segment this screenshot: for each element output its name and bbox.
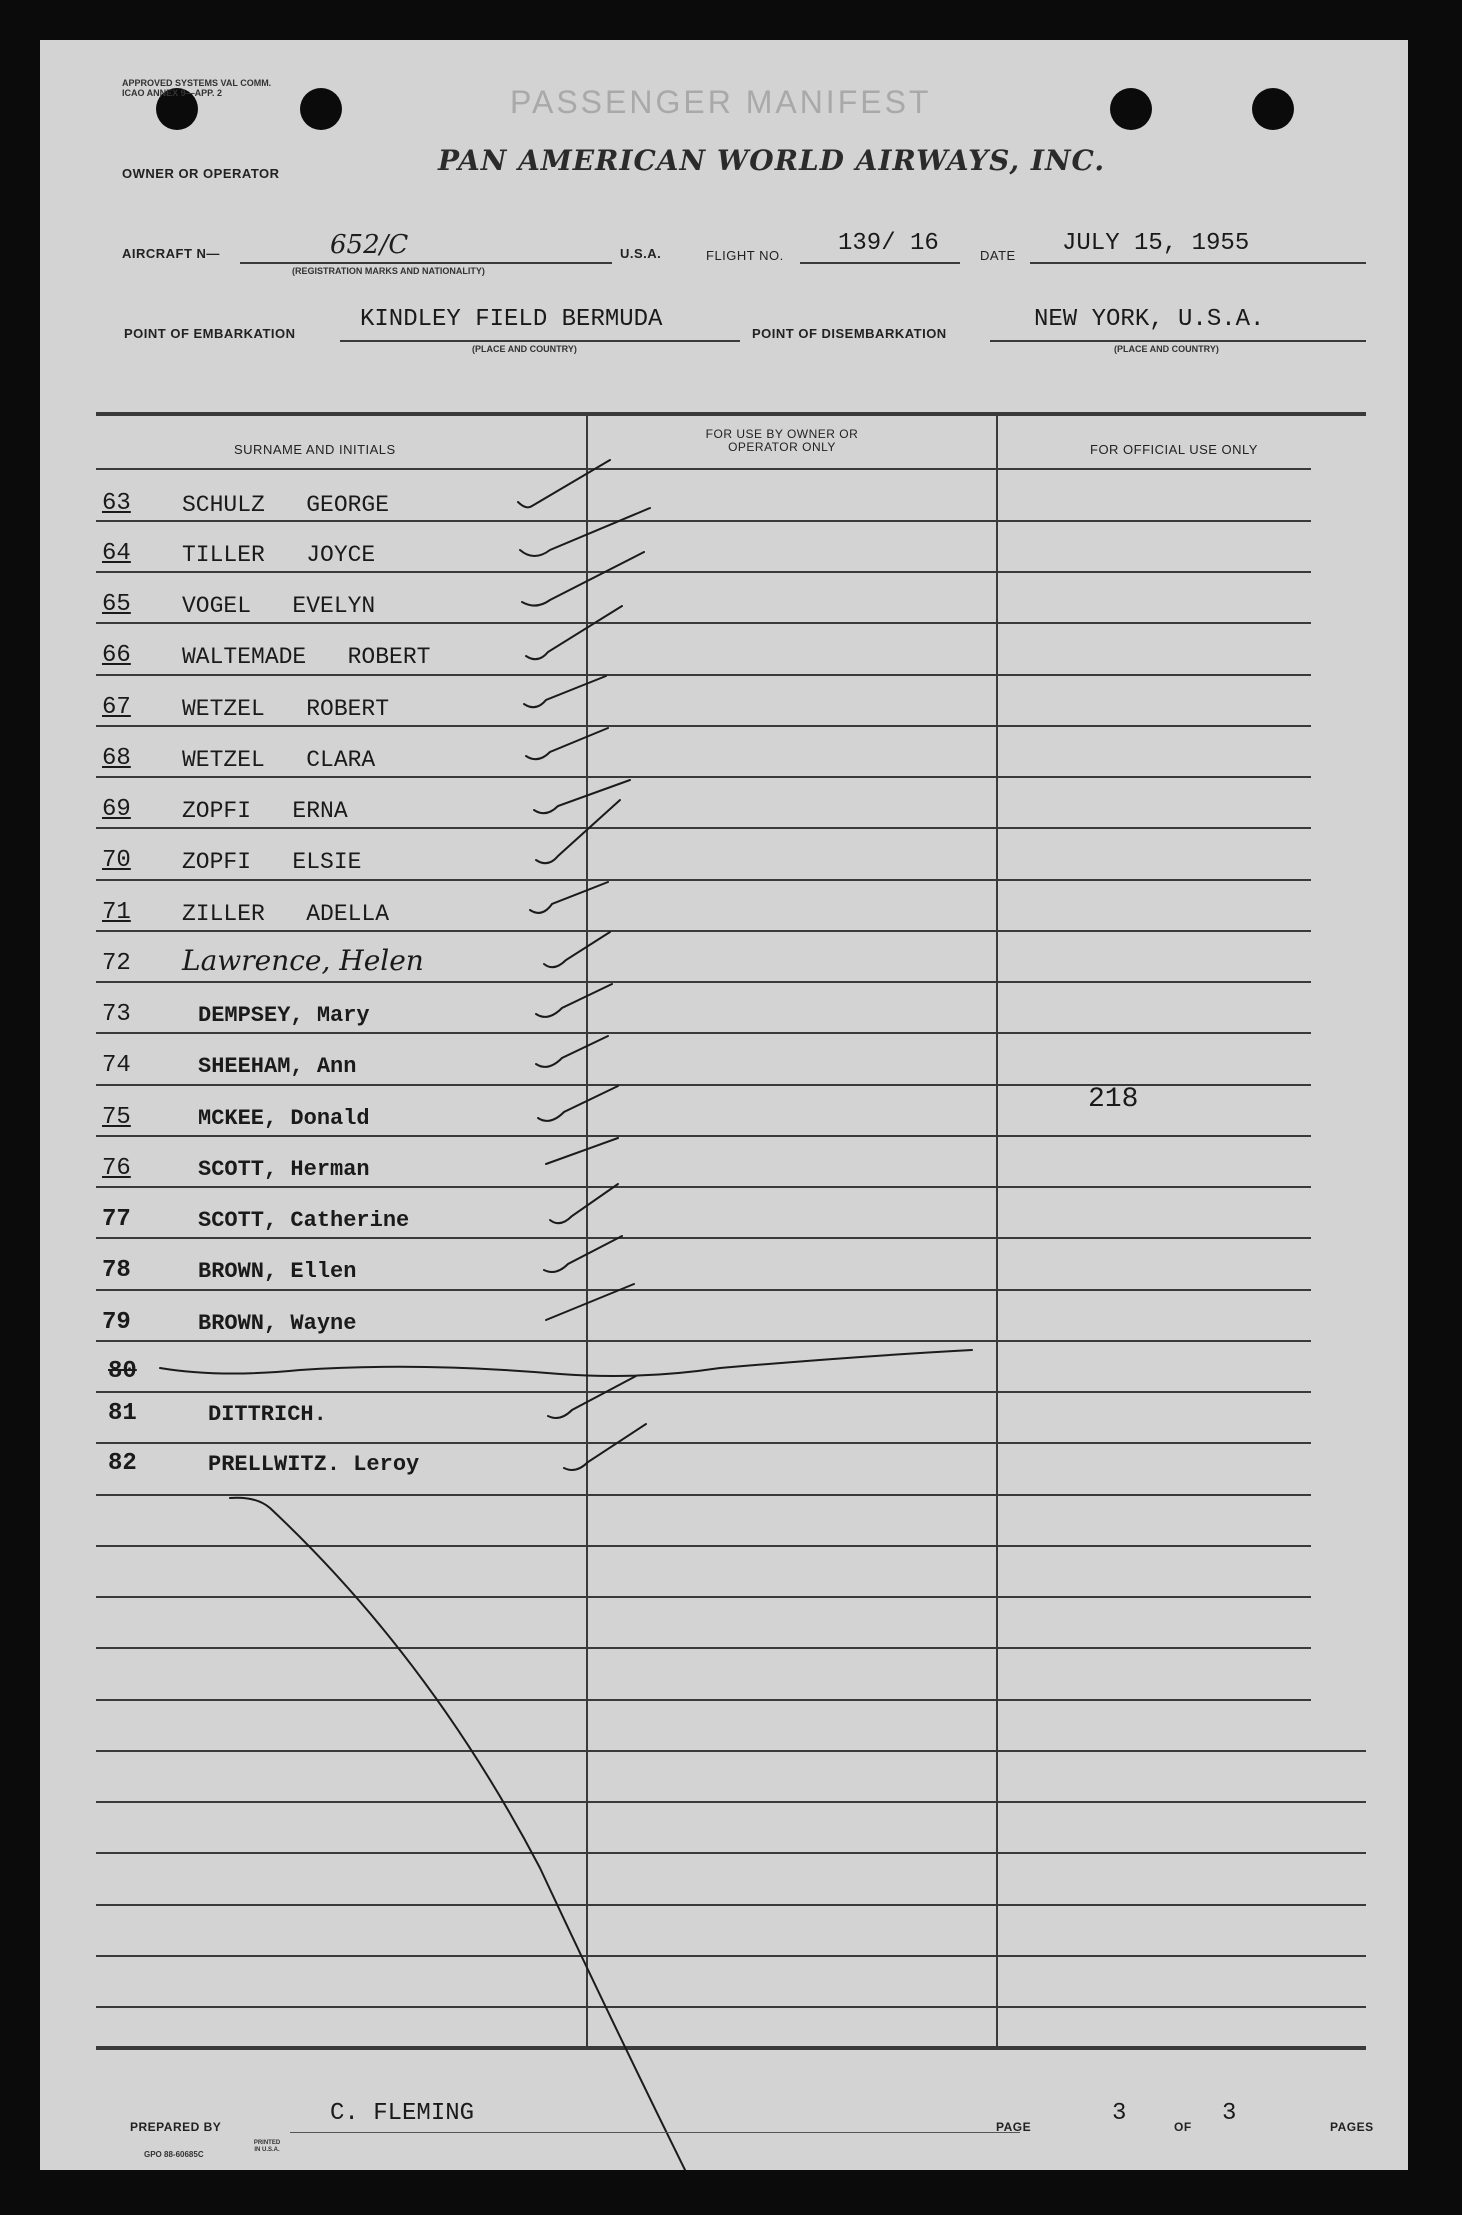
column-header-surname: SURNAME AND INITIALS: [234, 442, 396, 457]
check-mark: [564, 1424, 646, 1470]
row-number: 66: [102, 642, 131, 669]
row-number: 65: [102, 591, 131, 618]
row-number: 80: [108, 1358, 137, 1385]
disembarkation-label: POINT OF DISEMBARKATION: [752, 326, 947, 341]
row-number: 77: [102, 1206, 131, 1233]
check-mark: [530, 882, 608, 913]
page-value: 3: [1112, 2100, 1127, 2127]
row-number: 76: [102, 1155, 131, 1182]
row-number: 72: [102, 950, 131, 977]
row-number: 79: [102, 1309, 131, 1336]
passenger-name: SCOTT, Herman: [198, 1157, 370, 1182]
check-mark: [544, 1236, 622, 1272]
prepared-value: C. FLEMING: [330, 2100, 475, 2127]
place-caption: (PLACE AND COUNTRY): [472, 344, 577, 354]
embarkation-value: KINDLEY FIELD BERMUDA: [360, 306, 663, 333]
date-value: JULY 15, 1955: [1062, 230, 1250, 257]
passenger-name: SHEEHAM, Ann: [198, 1054, 357, 1079]
row-number: 78: [102, 1257, 131, 1284]
row-number: 82: [108, 1450, 137, 1477]
passenger-name: ZOPFI ELSIE: [182, 849, 362, 875]
strike-line: [160, 1350, 972, 1376]
row-number: 67: [102, 694, 131, 721]
usa-label: U.S.A.: [620, 246, 662, 261]
check-mark: [524, 676, 606, 707]
pen-marks: [40, 40, 1408, 2170]
official-note: 218: [1088, 1084, 1139, 1115]
row-number: 68: [102, 745, 131, 772]
airline-name: PAN AMERICAN WORLD AIRWAYS, INC.: [438, 144, 1106, 177]
prepared-label: PREPARED BY: [130, 2120, 222, 2134]
passenger-name: WETZEL CLARA: [182, 747, 376, 773]
form-code: GPO 88-60685C: [144, 2150, 204, 2159]
row-number: 81: [108, 1400, 137, 1427]
check-mark: [546, 1138, 618, 1164]
passenger-name: TILLER JOYCE: [182, 542, 376, 568]
row-number: 63: [102, 490, 131, 517]
date-label: DATE: [980, 248, 1016, 263]
disembarkation-value: NEW YORK, U.S.A.: [1034, 306, 1265, 333]
passenger-name-handwritten: Lawrence, Helen: [182, 944, 424, 977]
passenger-name: DITTRICH.: [208, 1402, 327, 1427]
row-number: 73: [102, 1001, 131, 1028]
row-number: 70: [102, 847, 131, 874]
check-mark: [518, 460, 610, 507]
of-value: 3: [1222, 2100, 1237, 2127]
passenger-name: ZILLER ADELLA: [182, 901, 390, 927]
embarkation-label: POINT OF EMBARKATION: [124, 326, 296, 341]
page-label: PAGE: [996, 2120, 1032, 2134]
aircraft-value: 652/C: [330, 230, 409, 260]
registration-caption: (REGISTRATION MARKS AND NATIONALITY): [292, 266, 485, 276]
passenger-name: ZOPFI ERNA: [182, 798, 348, 824]
check-mark: [546, 1284, 634, 1320]
place-caption: (PLACE AND COUNTRY): [1114, 344, 1219, 354]
column-header-owner-use: FOR USE BY OWNER OR OPERATOR ONLY: [705, 427, 859, 454]
check-mark: [536, 800, 620, 863]
check-mark: [536, 984, 612, 1017]
passenger-name: SCHULZ GEORGE: [182, 492, 390, 518]
of-label: OF: [1174, 2120, 1192, 2134]
check-mark: [548, 1376, 636, 1418]
passenger-name: WALTEMADE ROBERT: [182, 644, 431, 670]
check-mark: [536, 1036, 608, 1067]
owner-label: OWNER OR OPERATOR: [122, 166, 280, 181]
printed-note: PRINTED IN U.S.A.: [253, 2140, 281, 2153]
row-number: 64: [102, 540, 131, 567]
passenger-name: BROWN, Ellen: [198, 1259, 357, 1284]
row-number: 71: [102, 899, 131, 926]
passenger-name: VOGEL EVELYN: [182, 593, 376, 619]
check-mark: [526, 728, 608, 759]
check-mark: [520, 508, 650, 556]
pages-label: PAGES: [1330, 2120, 1374, 2134]
check-mark: [538, 1086, 618, 1121]
flight-value: 139/ 16: [838, 230, 939, 257]
approval-note: APPROVED SYSTEMS VAL COMM. ICAO ANNEX 9—APP. 2: [122, 78, 272, 98]
passenger-name: MCKEE, Donald: [198, 1106, 370, 1131]
row-number: 75: [102, 1104, 131, 1131]
diagonal-line: [230, 1498, 688, 2170]
check-mark: [522, 552, 644, 606]
passenger-name: SCOTT, Catherine: [198, 1208, 410, 1233]
check-mark: [550, 1184, 618, 1223]
column-header-official-use: FOR OFFICIAL USE ONLY: [1090, 442, 1258, 457]
passenger-name: PRELLWITZ. Leroy: [208, 1452, 420, 1477]
aircraft-label: AIRCRAFT N—: [122, 246, 220, 261]
check-mark: [526, 606, 622, 659]
flight-label: FLIGHT NO.: [706, 248, 784, 263]
page-title: PASSENGER MANIFEST: [510, 84, 932, 120]
passenger-name: DEMPSEY, Mary: [198, 1003, 370, 1028]
check-mark: [544, 932, 610, 967]
row-number: 74: [102, 1052, 131, 1079]
check-mark: [534, 780, 630, 813]
row-number: 69: [102, 796, 131, 823]
manifest-sheet: [40, 40, 1408, 2170]
passenger-name: BROWN, Wayne: [198, 1311, 357, 1336]
passenger-name: WETZEL ROBERT: [182, 696, 390, 722]
